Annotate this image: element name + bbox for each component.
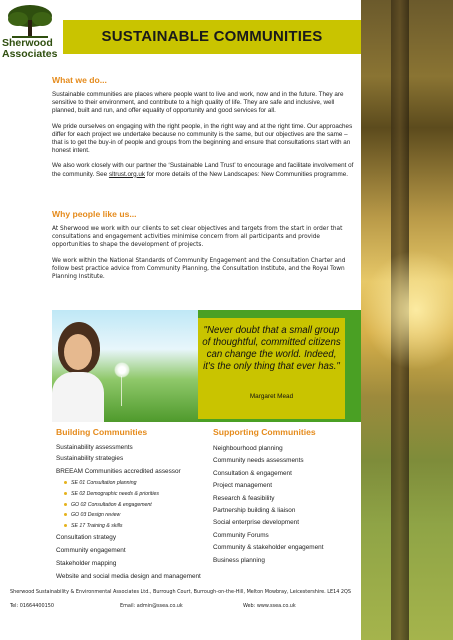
supporting-service-item: Partnership building & liaison — [213, 506, 296, 514]
breeam-criterion-item: GO 02 Consultation & engagement — [56, 500, 201, 511]
supporting-service-item: Consultation & engagement — [213, 469, 292, 477]
brand-line-2: Associates — [2, 48, 58, 60]
supporting-service-item: Business planning — [213, 556, 265, 564]
dandelion-stem — [121, 376, 122, 406]
supporting-service-item: Social enterprise development — [213, 519, 299, 527]
title-bar — [63, 20, 361, 54]
why-people-paragraph-2: We work within the National Standards of Community Engagement and the Consultation Charter and follow best practice advice from Community Planning, the Consultation Institute, and the Royal Town Planning Institute. — [52, 257, 346, 281]
supporting-service-item: Neighbourhood planning — [213, 445, 283, 452]
why-people-paragraph-1: At Sherwood we work with our clients to set clear objectives and targets from the start in order that consultations and engagement activities minimise concern from all participants and provide opportunities to shape the development of projects. — [52, 226, 343, 249]
building-service-item: BREEAM Communities accredited assessor — [56, 467, 181, 475]
brand-line-1: Sherwood — [2, 37, 53, 49]
building-communities-list — [56, 443, 201, 584]
quote-text: "Never doubt that a small group of thoughtful, committed citizens can change the world. Indeed, it's the only thing that ever has." — [202, 325, 341, 372]
child-shirt — [52, 372, 104, 422]
supporting-service-item: Project management — [213, 482, 272, 490]
paragraph-3-end: for more details of the New Landscapes: New Communities programme. — [144, 170, 348, 178]
child-face — [64, 334, 92, 370]
why-people-section — [52, 209, 357, 281]
footer-address: Sherwood Sustainability & Environmental Associates Ltd., Burrough Court, Burrough-on-the-Hill, Melton Mowbray, Leicestershire. LE14 2QS — [10, 589, 351, 595]
sunlight-glow — [361, 250, 453, 370]
supporting-service-item: Community Forums — [213, 531, 269, 539]
footer-web[interactable]: Web: www.ssea.co.uk — [243, 603, 296, 609]
brand-name — [2, 38, 57, 60]
supporting-service-item: Research & feasibility — [213, 494, 275, 502]
breeam-criterion-item: SE 17 Training & skills — [56, 521, 201, 533]
supporting-service-item: Community needs assessments — [213, 457, 304, 465]
sltrust-link[interactable]: sltrust.org.uk — [108, 170, 145, 178]
building-service-item: Website and social media design and management — [56, 572, 201, 580]
child-dandelion-image — [52, 310, 198, 422]
what-we-do-heading: What we do... — [52, 75, 107, 85]
why-people-heading: Why people like us... — [52, 209, 137, 219]
supporting-communities-list — [213, 443, 323, 567]
building-service-item: Community engagement — [56, 547, 126, 555]
what-we-do-section — [52, 75, 357, 179]
dandelion-icon — [114, 362, 130, 378]
what-we-do-paragraph-3 — [52, 162, 357, 178]
what-we-do-paragraph-1: Sustainable communities are places where people want to live and work, now and in the future. They are sensitive to their environment, and contribute to a high quality of life. They are safe and inclusive, well planned, built and run, and offer equality of opportunity and good services for all. — [52, 91, 344, 115]
supporting-service-item: Community & stakeholder engagement — [213, 544, 324, 552]
breeam-criterion-item: SE 02 Demographic needs & priorities — [56, 489, 201, 500]
page-title: SUSTAINABLE COMMUNITIES — [101, 28, 323, 45]
paragraph-3-start: We also work closely with our partner the ‘Sustainable Land Trust’ to encourage and facilitate involvement of the community. See — [52, 162, 354, 178]
breeam-criterion-item: SE 01 Consultation planning — [56, 478, 201, 489]
building-service-item: Stakeholder mapping — [56, 559, 117, 567]
quote-author: Margaret Mead — [249, 393, 294, 400]
what-we-do-paragraph-2: We pride ourselves on engaging with the right people, in the right way and at the right time. Our approaches differ for each project we undertake because no community is the same, but our objectives are the same – that is to get the buy-in of people and groups from the beginning and ensure that consultations start with an honest intent. — [52, 122, 353, 155]
building-service-item: Sustainability strategies — [56, 454, 124, 462]
building-service-item: Consultation strategy — [56, 534, 117, 542]
building-service-item: Sustainability assessments — [56, 444, 133, 451]
breeam-criterion-item: GO 03 Design review — [56, 510, 201, 521]
footer-tel: Tel: 01664400150 — [10, 603, 54, 609]
tree-logo-icon — [6, 4, 54, 40]
woodland-photo — [361, 0, 453, 640]
supporting-communities-heading: Supporting Communities — [213, 427, 316, 437]
building-communities-heading: Building Communities — [56, 427, 148, 437]
footer-email[interactable]: Email: admin@ssea.co.uk — [120, 603, 183, 609]
